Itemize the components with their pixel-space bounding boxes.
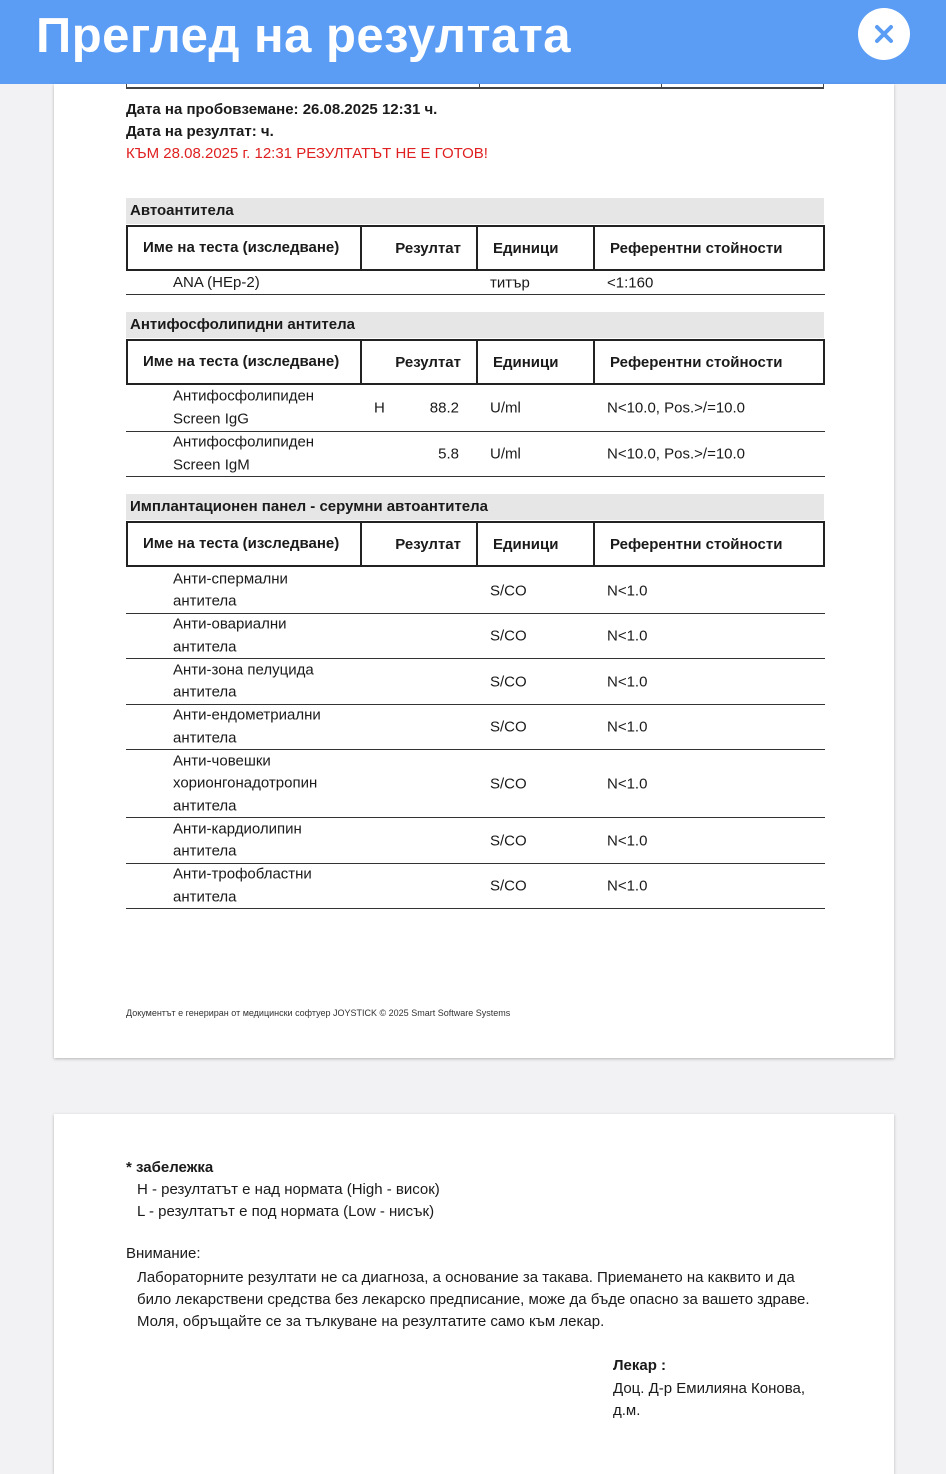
table-header — [126, 339, 825, 385]
section-title: Имплантационен панел - серумни автоантитела — [126, 494, 824, 520]
test-name: Анти-ендометриални антитела — [173, 706, 321, 746]
note-high: H - резултатът е над нормата (High - висок) — [137, 1181, 440, 1198]
col-reference-header: Референтни стойности — [593, 523, 823, 565]
col-name-header: Име на теста (изследване) — [143, 535, 340, 552]
col-result-header: Резултат — [360, 227, 476, 269]
test-name: Анти-човешки хорионгонадотропин антитела — [173, 751, 318, 814]
attention-title: Внимание: — [126, 1245, 201, 1262]
test-unit: S/CO — [490, 775, 527, 792]
title-bar — [0, 0, 946, 84]
table-header — [126, 521, 825, 567]
table-row — [126, 614, 825, 659]
test-name: Антифосфолипиден Screen IgM — [173, 433, 315, 473]
notes-title: * забележка — [126, 1159, 214, 1176]
generator-footer: Документът е генериран от медицински софтуер JOYSTICK © 2025 Smart Software Systems — [126, 1008, 511, 1018]
test-name: Антифосфолипиден Screen IgG — [173, 387, 315, 427]
test-reference: N<1.0 — [607, 582, 648, 599]
header-table-edge — [126, 84, 824, 89]
test-reference: N<1.0 — [607, 775, 648, 792]
table-row — [126, 271, 825, 295]
test-reference: N<10.0, Pos.>/=10.0 — [607, 399, 746, 417]
sample-date: Дата на пробовземане: 26.08.2025 12:31 ч. — [126, 101, 438, 118]
page-title: Преглед на резултата — [36, 9, 572, 63]
table-row — [126, 432, 825, 477]
test-reference: N<1.0 — [607, 673, 648, 690]
col-reference-header: Референтни стойности — [593, 341, 823, 383]
legend-notes — [126, 1157, 440, 1223]
test-reference: N<1.0 — [607, 832, 648, 849]
doctor-suffix: д.м. — [613, 1402, 641, 1419]
test-reference: N<1.0 — [607, 627, 648, 645]
col-units-header: Единици — [476, 227, 593, 269]
col-name-header: Име на теста (изследване) — [143, 353, 340, 370]
test-reference: N<1.0 — [607, 718, 648, 736]
test-reference: <1:160 — [607, 274, 654, 291]
table-row — [126, 385, 825, 432]
test-unit: S/CO — [490, 582, 527, 599]
test-unit: титър — [490, 274, 530, 291]
doctor-signature — [613, 1355, 805, 1423]
col-reference-header: Референтни стойности — [593, 227, 823, 269]
table-row — [126, 750, 825, 818]
test-value: 5.8 — [438, 445, 459, 463]
test-name: Анти-кардиолипин антитела — [173, 820, 302, 860]
attention-text: Лабораторните резултати не са диагноза, а основание за такава. Приемането на каквито и да било лекарствени средства без лекарско предписание, може да бъде опасно за вашето здраве. Моля, обръщайте се за тълкуване на резултатите само към лекар. — [137, 1269, 810, 1330]
section-title: Антифосфолипидни антитела — [126, 312, 824, 338]
col-units-header: Единици — [476, 341, 593, 383]
table-row — [126, 659, 825, 705]
test-reference: N<10.0, Pos.>/=10.0 — [607, 445, 746, 463]
test-unit: S/CO — [490, 718, 527, 736]
close-button[interactable] — [858, 8, 910, 60]
test-unit: S/CO — [490, 627, 527, 645]
test-value: 88.2 — [429, 399, 459, 417]
table-row — [126, 705, 825, 750]
test-unit: U/ml — [490, 445, 521, 463]
test-name: Анти-зона пелуцида антитела — [173, 661, 314, 701]
col-name-header: Име на теста (изследване) — [143, 239, 340, 256]
col-result-header: Резултат — [360, 341, 476, 383]
table-header — [126, 225, 825, 271]
doctor-name: Доц. Д-р Емилияна Конова, — [613, 1379, 806, 1397]
result-flag: H — [374, 399, 385, 417]
test-name: ANA (HEp-2) — [173, 273, 260, 291]
table-row — [126, 818, 825, 864]
test-reference: N<1.0 — [607, 877, 648, 895]
test-name: Анти-трофобластни антитела — [173, 865, 312, 905]
test-name: Анти-овариални антитела — [173, 615, 287, 655]
test-unit: U/ml — [490, 399, 521, 417]
result-date: Дата на резултат: ч. — [126, 123, 274, 140]
note-low: L - резултатът е под нормата (Low - нисък) — [137, 1203, 435, 1220]
col-units-header: Единици — [476, 523, 593, 565]
section-title: Автоантитела — [126, 198, 824, 224]
test-unit: S/CO — [490, 877, 527, 895]
col-result-header: Резултат — [360, 523, 476, 565]
table-row — [126, 864, 825, 909]
test-name: Анти-спермални антитела — [173, 570, 288, 610]
test-unit: S/CO — [490, 832, 527, 849]
warning-text: КЪМ 28.08.2025 г. 12:31 РЕЗУЛТАТЪТ НЕ Е ГОТОВ! — [126, 145, 488, 162]
test-unit: S/CO — [490, 673, 527, 690]
doctor-label: Лекар : — [613, 1357, 667, 1374]
close-icon — [874, 24, 894, 44]
table-row — [126, 568, 825, 614]
